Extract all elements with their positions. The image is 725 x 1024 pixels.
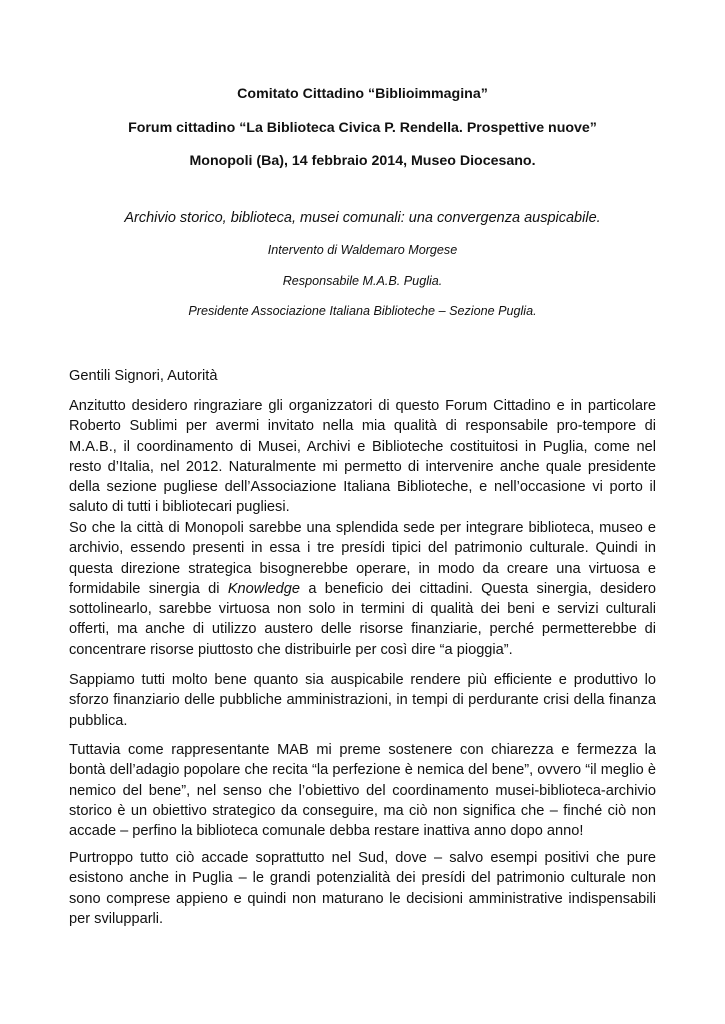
salutation: Gentili Signori, Autorità — [69, 368, 218, 384]
knowledge-term: Knowledge — [227, 580, 301, 597]
event-place-date: Monopoli (Ba), 14 febbraio 2014, Museo Diocesano. — [189, 153, 536, 169]
paragraph-5: Purtroppo tutto ciò accade soprattutto nel Sud, dove – salvo esempi positivi che pure esistono anche in Puglia – le grandi potenzialità dei presídi del patrimonio culturale non sono comprese appieno e quindi non maturano le decisioni amministrative indispensabili per svilupparli. — [69, 850, 656, 927]
paragraph-2-text-b: a beneficio dei cittadini. Questa sinergia, desidero sottolinearlo, sarebbe virtuosa non solo in termini di qualità dei beni e servizi culturali offerti, ma anche di utilizzo austero delle risorse finanziarie, perché permetterebbe di concentrare risorse piuttosto che distribuirle per così dire “a pioggia”. — [69, 580, 657, 658]
committee-title: Comitato Cittadino “Biblioimmagina” — [237, 86, 488, 102]
paragraph-3: Sappiamo tutti molto bene quanto sia auspicabile rendere più efficiente e produttivo lo sforzo finanziario delle pubbliche amministrazioni, in tempi di perdurante crisi della finanza pubblica. — [69, 672, 656, 729]
speaker-role-mab: Responsabile M.A.B. Puglia. — [282, 274, 443, 288]
paragraph-1: Anzitutto desidero ringraziare gli organizzatori di questo Forum Cittadino e in particolare Roberto Sublimi per avermi invitato nella mia qualità di responsabile pro-tempore di M.A.B., il coordinamento di Musei, Archivi e Biblioteche costituitosi in Puglia, come nel resto d’Italia, nel 2012. Naturalmente mi permetto di intervenire anche quale presidente della sezione pugliese dell’Associazione Italiana Biblioteche, e nell’occasione vi porto il saluto di tutti i bibliotecari pugliesi. — [69, 398, 656, 516]
paragraph-2 — [69, 518, 656, 660]
paragraph-2-text-a: So che la città di Monopoli sarebbe una splendida sede per integrare biblioteca, museo e archivio, essendo presenti in essa i tre presídi tipici del patrimonio culturale. Quindi in questa direzione strategica bisognerebbe operare, in modo da creare una virtuosa e formidabile sinergia di — [69, 520, 656, 597]
talk-title: Archivio storico, biblioteca, musei comunali: una convergenza auspicabile. — [124, 210, 601, 226]
speaker-line: Intervento di Waldemaro Morgese — [267, 243, 458, 257]
forum-title: Forum cittadino “La Biblioteca Civica P. Rendella. Prospettive nuove” — [128, 120, 597, 136]
paragraph-4: Tuttavia come rappresentante MAB mi preme sostenere con chiarezza e fermezza la bontà dell’adagio popolare che recita “la perfezione è nemica del bene”, ovvero “il meglio è nemico del bene”, nel senso che l’obiettivo del coordinamento musei-biblioteca-archivio storico è un obiettivo strategico da conseguire, ma ciò non significa che – finché ciò non accade – perfino la biblioteca comunale debba restare inattiva anno dopo anno! — [69, 742, 656, 840]
speaker-role-aib: Presidente Associazione Italiana Biblioteche – Sezione Puglia. — [188, 304, 537, 318]
